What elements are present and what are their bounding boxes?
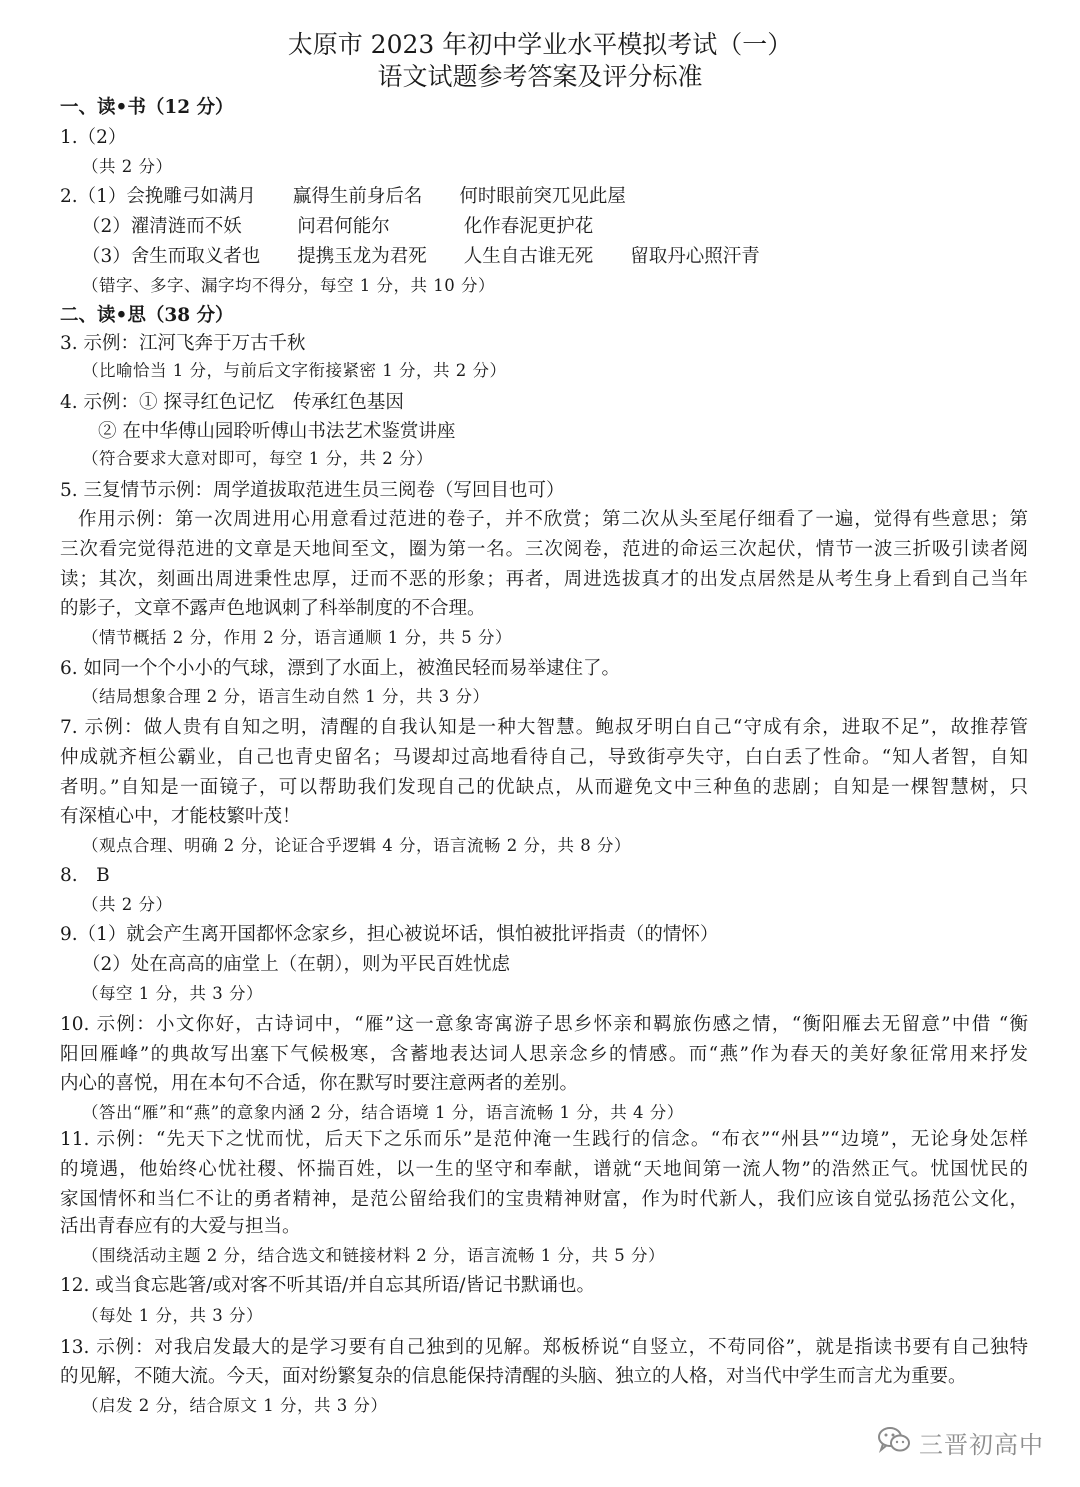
- q9-row2: （2）处在高高的庙堂上（在朝），则为平民百姓忧虑: [82, 954, 511, 975]
- q2-row3: （3）舍生而取义者也 提携玉龙为君死 人生自古谁无死 留取丹心照汗青: [82, 246, 760, 267]
- q4-row1: 4. 示例：① 探寻红色记忆 传承红色基因: [60, 392, 404, 413]
- q5-para-line4: 的影子，文章不露声色地讽刺了科举制度的不合理。: [60, 598, 486, 619]
- q13-score: （启发 2 分，结合原文 1 分，共 3 分）: [82, 1396, 388, 1415]
- q7-para-line2: 仲成就齐桓公霸业，自己也青史留名；马谡却过高地看待自己，导致街亭失守，白白丢了性命。“知人者智，自知: [60, 747, 1028, 768]
- q3-score: （比喻恰当 1 分，与前后文字衔接紧密 1 分，共 2 分）: [82, 361, 507, 380]
- q5-para-line3: 读；其次，刻画出周进秉性忠厚，迂而不恶的形象；再者，周进选拔真才的出发点居然是从考生身上看到自己当年: [60, 569, 1028, 590]
- q1-answer: 1.（2）: [60, 127, 127, 148]
- q8-score: （共 2 分）: [82, 895, 173, 914]
- q11-para-line1: 11. 示例：“先天下之忧而忧，后天下之乐而乐”是范仲淹一生践行的信念。“布衣”“州县”“边境”，无论身处怎样: [60, 1129, 1028, 1150]
- q7-score: （观点合理、明确 2 分，论证合乎逻辑 4 分，语言流畅 2 分，共 8 分）: [82, 836, 631, 855]
- q13-para-line1: 13. 示例：对我启发最大的是学习要有自己独到的见解。郑板桥说“自竖立，不苟同俗”，就是指读书要有自己独特: [60, 1337, 1028, 1358]
- q12-score: （每处 1 分，共 3 分）: [82, 1306, 263, 1325]
- watermark: [877, 1425, 1044, 1459]
- q6-score: （结局想象合理 2 分，语言生动自然 1 分，共 3 分）: [82, 687, 490, 706]
- q13-para-line2: 的见解，不随大流。今天，面对纷繁复杂的信息能保持清醒的头脑、独立的人格，对当代中学生而言尤为重要。: [60, 1366, 967, 1387]
- q10-score: （答出“雁”和“燕”的意象内涵 2 分，结合语境 1 分，语言流畅 1 分，共 4 分）: [82, 1103, 684, 1122]
- watermark-text: 三晋初高中: [919, 1430, 1044, 1459]
- wechat-icon: [877, 1425, 911, 1459]
- q5-score: （情节概括 2 分，作用 2 分，语言通顺 1 分，共 5 分）: [82, 628, 512, 647]
- doc-title-line2: 语文试题参考答案及评分标准: [377, 62, 703, 91]
- q4-row2: ② 在中华傅山园聆听傅山书法艺术鉴赏讲座: [98, 421, 456, 442]
- q11-score: （围绕活动主题 2 分，结合选文和链接材料 2 分，语言流畅 1 分，共 5 分）: [82, 1246, 665, 1265]
- q10-para-line2: 阳回雁峰”的典故写出塞下气候极寒，含蓄地表达词人思亲念乡的情感。而“燕”作为春天的美好象征常用来抒发: [60, 1044, 1028, 1065]
- q11-para-line2: 的境遇，他始终心忧社稷、怀揣百姓，以一生的坚守和奉献，谱就“天地间第一流人物”的浩然正气。忧国忧民的: [60, 1159, 1028, 1180]
- q5-row1: 5. 三复情节示例：周学道拔取范进生员三阅卷（写回目也可）: [60, 480, 565, 501]
- q5-para-line2: 三次看完觉得范进的文章是天地间至文，圈为第一名。三次阅卷，范进的命运三次起伏，情节一波三折吸引读者阅: [60, 539, 1028, 560]
- q10-para-line1: 10. 示例：小文你好，古诗词中，“雁”这一意象寄寓游子思乡怀亲和羁旅伤感之情，“衡阳雁去无留意”中借 “衡: [60, 1014, 1028, 1035]
- doc-title-line1: 太原市 2023 年初中学业水平模拟考试（一）: [287, 30, 793, 59]
- q2-row1: 2.（1）会挽雕弓如满月 赢得生前身后名 何时眼前突兀见此屋: [60, 186, 626, 207]
- q9-row1: 9.（1）就会产生离开国都怀念家乡，担心被说坏话，惧怕被批评指责（的情怀）: [60, 924, 719, 945]
- q6-answer: 6. 如同一个个小小的气球，漂到了水面上，被渔民轻而易举逮住了。: [60, 658, 621, 679]
- q5-para-line1: 作用示例：第一次周进用心用意看过范进的卷子，并不欣赏；第二次从头至尾仔细看了一遍，觉得有些意思；第: [78, 509, 1028, 530]
- q7-para-line1: 7. 示例：做人贵有自知之明，清醒的自我认知是一种大智慧。鲍叔牙明白自己“守成有余，进取不足”，故推荐管: [60, 717, 1028, 738]
- q9-score: （每空 1 分，共 3 分）: [82, 984, 263, 1003]
- q7-para-line4: 有深植心中，才能枝繁叶茂！: [60, 806, 301, 827]
- q2-row2: （2）濯清涟而不妖 问君何能尔 化作春泥更护花: [82, 216, 594, 237]
- q8-answer: 8. B: [60, 865, 110, 886]
- section-heading-read-book: 一、读•书（12 分）: [60, 97, 234, 118]
- q3-answer: 3. 示例：江河飞奔于万古千秋: [60, 333, 306, 354]
- q7-para-line3: 者明。”自知是一面镜子，可以帮助我们发现自己的优缺点，从而避免文中三种鱼的悲剧；自知是一棵智慧树，只: [60, 777, 1028, 798]
- q11-para-line3: 家国情怀和当仁不让的勇者精神，是范公留给我们的宝贵精神财富，作为时代新人，我们应该自觉弘扬范公文化，: [60, 1189, 1028, 1210]
- q2-score: （错字、多字、漏字均不得分，每空 1 分，共 10 分）: [82, 276, 495, 295]
- section-heading-read-think: 二、读•思（38 分）: [60, 305, 234, 326]
- q11-para-line4: 活出青春应有的大爱与担当。: [60, 1216, 301, 1237]
- q12-answer: 12. 或当食忘匙箸/或对客不听其语/并自忘其所语/皆记书默诵也。: [60, 1275, 596, 1296]
- q4-score: （符合要求大意对即可，每空 1 分，共 2 分）: [82, 449, 433, 468]
- q10-para-line3: 内心的喜悦，用在本句不合适，你在默写时要注意两者的差别。: [60, 1073, 579, 1094]
- q1-score: （共 2 分）: [82, 157, 173, 176]
